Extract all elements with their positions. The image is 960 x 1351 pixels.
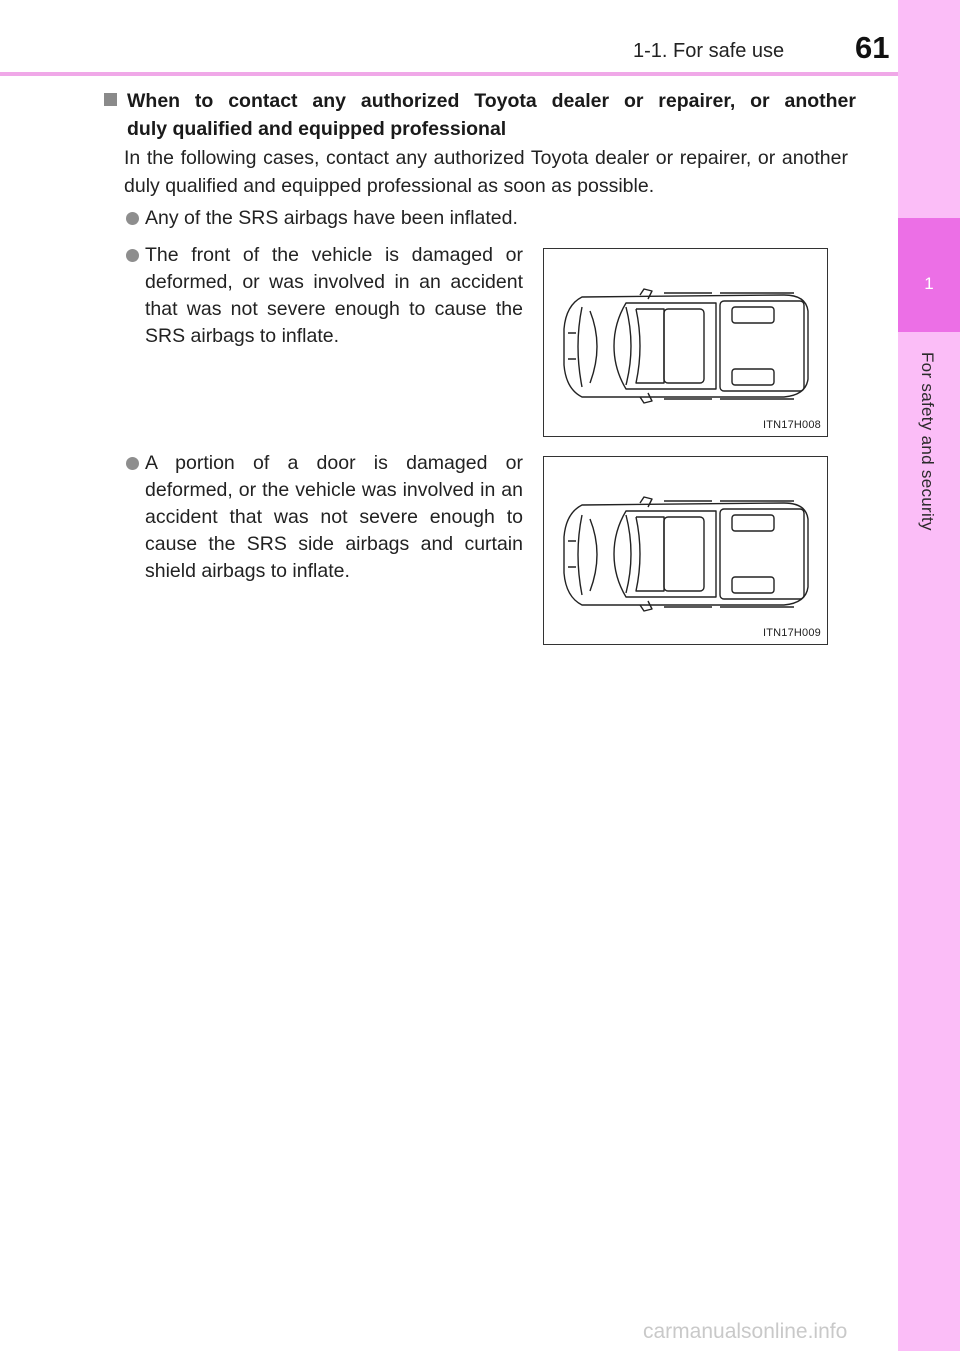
list-item (145, 205, 845, 232)
figure-code: ITN17H008 (762, 419, 821, 431)
figure-front-damage (543, 248, 828, 437)
square-bullet-icon (104, 93, 117, 106)
list-item-text: The front of the vehicle is damaged or deformed, or was involved in an accident that was not severe enough to cause the SRS airbags to inflate. (145, 244, 523, 347)
list-item (145, 242, 523, 350)
list-item-text: A portion of a door is damaged or deformed, or the vehicle was involved in an accident that was not severe enough to cause the SRS side airbags and curtain shield airbags to inflate. (145, 452, 523, 582)
section-heading-line1: When to contact any authorized Toyota dealer or repairer, or another (127, 90, 856, 112)
round-bullet-icon (126, 457, 139, 470)
header-divider (0, 72, 898, 76)
figure-code: ITN17H009 (762, 627, 821, 639)
section-heading (104, 87, 856, 143)
page-number: 61 (855, 30, 890, 65)
section-heading-line2: duly qualified and equipped professional (127, 118, 507, 140)
chapter-number: 1 (924, 274, 934, 293)
watermark: carmanualsonline.info (643, 1320, 848, 1343)
chapter-side-tab (898, 0, 960, 1351)
list-item (145, 450, 523, 585)
intro-paragraph: In the following cases, contact any authorized Toyota dealer or repairer, or another duly qualified and equipped professional as soon as possible. (124, 147, 848, 197)
round-bullet-icon (126, 249, 139, 262)
vehicle-top-view-icon (544, 249, 827, 436)
round-bullet-icon (126, 212, 139, 225)
vehicle-top-view-icon (544, 457, 827, 644)
chapter-title: For safety and security (918, 352, 937, 531)
header-section-title: 1-1. For safe use (633, 40, 785, 62)
figure-side-damage (543, 456, 828, 645)
list-item-text: Any of the SRS airbags have been inflated. (145, 207, 518, 229)
